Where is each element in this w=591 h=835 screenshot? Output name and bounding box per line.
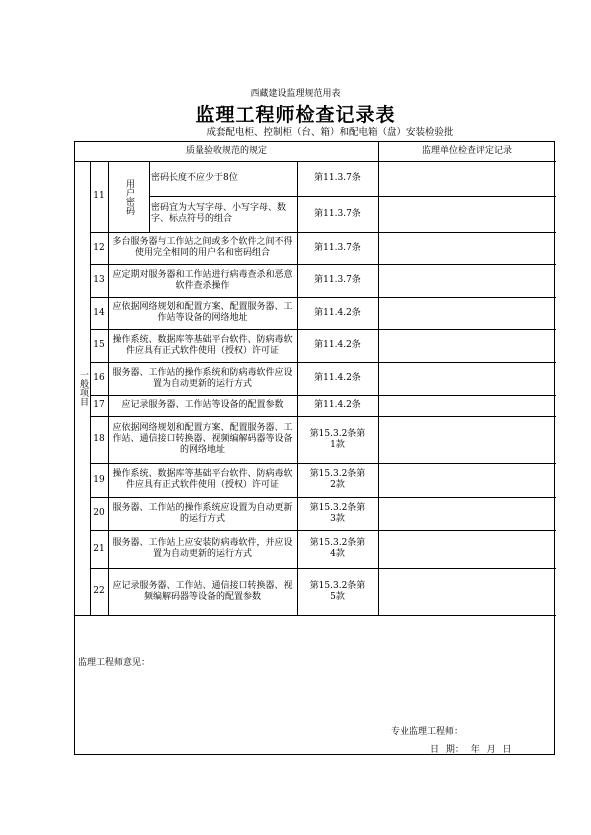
spec-clause: 第15.3.2条第1款 <box>309 428 366 450</box>
opinion-label: 监理工程师意见： <box>78 658 151 668</box>
spec-column-header: 质量验收规范的规定 <box>185 146 267 156</box>
spec-clause: 第11.3.7条 <box>314 208 361 219</box>
spec-text: 密码宜为大写字母、小写字母、数字、标点符号的组合 <box>151 203 287 224</box>
form-source-label: 西藏建设监理规范用表 <box>250 89 341 99</box>
engineer-signature-label: 专业监理工程师： <box>391 727 464 737</box>
spec-clause: 第15.3.2条第2款 <box>309 469 366 490</box>
spec-text: 应记录服务器、工作站、通信接口转换器、视频编解码器等设备的配置参数 <box>112 580 293 602</box>
spec-text: 操作系统、数据库等基础平台软件、防病毒软件应具有正式软件使用（授权）许可证 <box>112 469 293 490</box>
form-title: 监理工程师检查记录表 <box>195 104 396 126</box>
spec-text: 服务器、工作站上应安装防病毒软件，并应设置为自动更新的运行方式 <box>112 538 293 559</box>
spec-clause: 第11.3.7条 <box>314 275 361 285</box>
spec-text: 操作系统、数据库等基础平台软件、防病毒软件应具有正式软件使用（授权）许可证 <box>112 334 293 356</box>
row-number: 16 <box>93 373 105 383</box>
spec-text: 应依据网络规划和配置方案、配置服务器、工作站等设备的网络地址 <box>112 302 293 323</box>
row-number: 20 <box>93 508 105 518</box>
spec-text: 密码长度不应少于8位 <box>151 173 238 183</box>
row-number: 18 <box>93 434 105 444</box>
spec-clause: 第11.4.2条 <box>314 400 361 410</box>
form-subtitle: 成套配电柜、控制柜（台、箱）和配电箱（盘）安装检验批 <box>206 127 454 138</box>
spec-clause: 第15.3.2条第5款 <box>309 580 366 602</box>
row-number: 14 <box>93 307 105 318</box>
row-number: 17 <box>93 400 105 410</box>
inspection-form-table <box>74 141 555 755</box>
row-number: 15 <box>93 340 105 350</box>
row-number: 22 <box>93 586 105 596</box>
row-number: 12 <box>93 242 105 253</box>
spec-clause: 第11.3.7条 <box>314 242 361 253</box>
spec-text: 多台服务器与工作站之间或多个软件之间不得使用完全相同的用户名和密码组合 <box>112 237 293 258</box>
row-number: 21 <box>93 543 105 554</box>
spec-clause: 第15.3.2条第4款 <box>309 538 366 559</box>
spec-clause: 第11.3.7条 <box>314 173 361 183</box>
spec-clause: 第11.4.2条 <box>314 307 361 318</box>
row-number: 13 <box>93 275 105 285</box>
category-label: 一般项目 <box>78 370 88 406</box>
spec-text: 应记录服务器、工作站等设备的配置参数 <box>121 400 284 410</box>
spec-text: 服务器、工作站的操作系统和防病毒软件应设置为自动更新的运行方式 <box>112 367 293 389</box>
spec-text: 应定期对服务器和工作站进行病毒查杀和恶意软件查杀操作 <box>112 269 293 291</box>
spec-text: 服务器、工作站的操作系统应设置为自动更新的运行方式 <box>112 502 293 524</box>
date-label: 日 期： 年 月 日 <box>430 745 512 755</box>
row-number: 11 <box>93 191 105 201</box>
record-column-header: 监理单位检查评定记录 <box>421 146 512 156</box>
spec-clause: 第11.4.2条 <box>314 340 361 350</box>
spec-clause: 第15.3.2条第3款 <box>309 502 366 524</box>
subgroup-label: 用户密码 <box>124 178 134 215</box>
row-number: 19 <box>93 474 105 485</box>
spec-text: 应依据网络规划和配置方案、配置服务器、工作站、通信接口转换器、视频编解码器等设备的网络地址 <box>112 423 293 455</box>
spec-clause: 第11.4.2条 <box>314 373 361 383</box>
